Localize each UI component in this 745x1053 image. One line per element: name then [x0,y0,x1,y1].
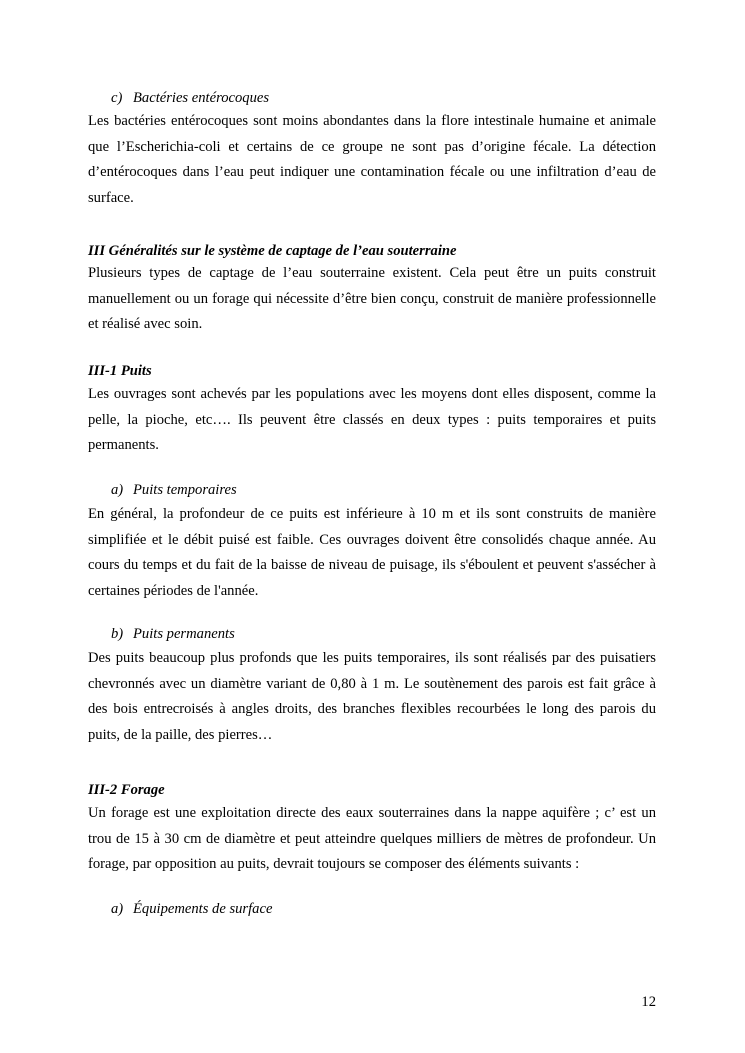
list-marker: a) [111,901,124,917]
list-marker: c) [111,90,123,106]
paragraph-puits-permanents [88,646,656,748]
page-number: 12 [641,994,656,1010]
paragraph-text: Un forage est une exploitation directe des eaux souterraines dans la nappe aquifère ; c’ est un trou de 15 à 30 cm de diamètre et peut atteindre quelques milliers de mètres de profondeur. Un forage, par opposition au puits, devrait toujours se composer des éléments suivants : [88,805,656,873]
paragraph-captage [88,261,656,338]
list-heading-text: Puits permanents [133,626,235,642]
paragraph-text: En général, la profondeur de ce puits est inférieure à 10 m et ils sont construits de manière simplifiée et le débit puisé est faible. Ces ouvrages doivent être consolidés chaque année. Au cours du temps et du fait de la baisse de niveau de puisage, ils s'éboulent et peuvent s'assécher à certaines périodes de l'année. [88,506,656,599]
paragraph-text: Plusieurs types de captage de l’eau souterraine existent. Cela peut être un puits construit manuellement ou un forage qui nécessite d’être bien conçu, construit de manière professionnelle et réalisé avec soin. [88,265,656,333]
list-marker: b) [111,626,124,642]
paragraph-text: Des puits beaucoup plus profonds que les puits temporaires, ils sont réalisés par des puisatiers chevronnés avec un diamètre variant de 0,80 à 1 m. Le soutènement des parois est fait grâce à des bois entrecroisés à angles droits, des branches flexibles recourbées le long des parois du puits, de la paille, des pierres… [88,650,656,743]
paragraph-text: Les bactéries entérocoques sont moins abondantes dans la flore intestinale humaine et animale que l’Escherichia-coli et certains de ce groupe ne sont pas d’origine fécale. La détection d’entérocoques dans l’eau peut indiquer une contamination fécale ou une infiltration d’eau de surface. [88,113,656,206]
list-heading-puits-permanents [111,624,235,644]
list-heading-puits-temporaires [111,480,237,500]
paragraph-ouvrages [88,382,656,459]
list-heading-equipements-surface [111,899,272,919]
list-marker: a) [111,482,124,498]
section-heading-forage: III-2 Forage [88,782,165,798]
paragraph-puits-temporaires [88,502,656,604]
paragraph-text: Les ouvrages sont achevés par les populations avec les moyens dont elles disposent, comme la pelle, la pioche, etc…. Ils peuvent être classés en deux types : puits temporaires et puits permanents. [88,386,656,454]
list-heading-text: Puits temporaires [133,482,237,498]
section-heading-generalites: III Généralités sur le système de captage de l’eau souterraine [88,243,457,259]
paragraph-enterocoques [88,109,656,211]
list-heading-text: Équipements de surface [133,901,273,917]
paragraph-forage [88,801,656,878]
list-heading-text: Bactéries entérocoques [133,90,270,106]
list-heading-bacteries-enterocoques [111,88,269,108]
section-heading-puits: III-1 Puits [88,363,152,379]
